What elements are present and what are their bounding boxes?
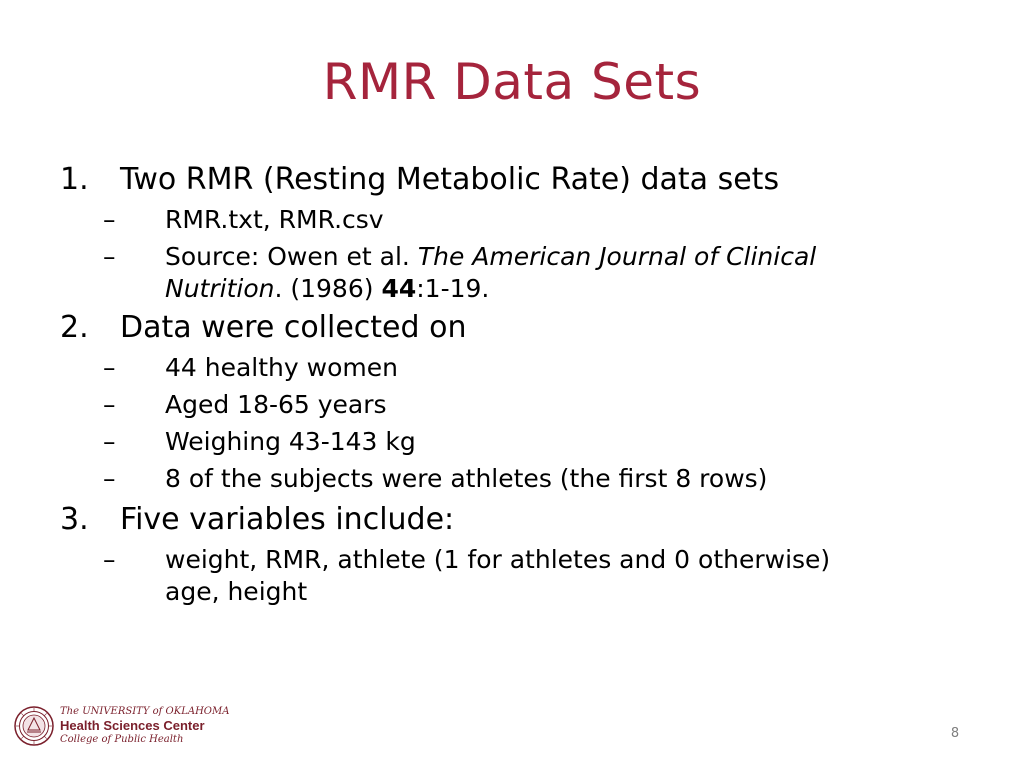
citation-pages: :1-19.	[416, 274, 490, 303]
university-seal-icon	[14, 706, 54, 746]
item-text: Five variables include:	[120, 502, 455, 537]
dash-marker: –	[103, 427, 116, 456]
page-number: 8	[950, 726, 960, 741]
sub-item-text: Aged 18-65 years	[165, 390, 387, 419]
sub-item-source	[60, 240, 940, 304]
journal-title: The American Journal of Clinical	[417, 242, 817, 271]
university-logo	[14, 706, 244, 754]
logo-center-name: Health Sciences Center	[60, 718, 205, 733]
sub-item	[60, 351, 940, 385]
sub-item-text: Weighing 43-143 kg	[165, 427, 416, 456]
sub-item	[60, 388, 940, 422]
logo-university-name: The UNIVERSITY of OKLAHOMA	[60, 706, 230, 717]
sub-item	[60, 425, 940, 459]
bullet-list	[60, 160, 940, 609]
dash-marker: –	[103, 353, 116, 382]
sub-item	[60, 543, 940, 607]
item-number: 2.	[60, 310, 89, 345]
list-item	[60, 160, 940, 304]
citation-volume: 44	[381, 274, 417, 303]
dash-marker: –	[103, 545, 116, 574]
sub-item-text-cont: age, height	[165, 577, 308, 606]
item-text: Two RMR (Resting Metabolic Rate) data sets	[120, 162, 780, 197]
source-label: Source: Owen et al.	[165, 242, 418, 271]
item-text: Data were collected on	[120, 310, 467, 345]
slide-title: RMR Data Sets	[322, 53, 702, 111]
sub-item-text: 44 healthy women	[165, 353, 398, 382]
sub-item-text: weight, RMR, athlete (1 for athletes and 0 otherwise)	[165, 545, 831, 574]
dash-marker: –	[103, 205, 116, 234]
sub-item-text: RMR.txt, RMR.csv	[165, 205, 384, 234]
journal-title-cont: Nutrition	[165, 274, 275, 303]
sub-item	[60, 462, 940, 496]
list-item	[60, 308, 940, 496]
dash-marker: –	[103, 390, 116, 419]
list-item	[60, 500, 940, 607]
logo-college-name: College of Public Health	[60, 734, 184, 745]
dash-marker: –	[103, 464, 116, 493]
sub-item-text: 8 of the subjects were athletes (the first 8 rows)	[165, 464, 768, 493]
item-number: 1.	[60, 162, 89, 197]
citation-year: . (1986)	[274, 274, 382, 303]
sub-item	[60, 203, 940, 237]
dash-marker: –	[103, 242, 116, 271]
item-number: 3.	[60, 502, 89, 537]
